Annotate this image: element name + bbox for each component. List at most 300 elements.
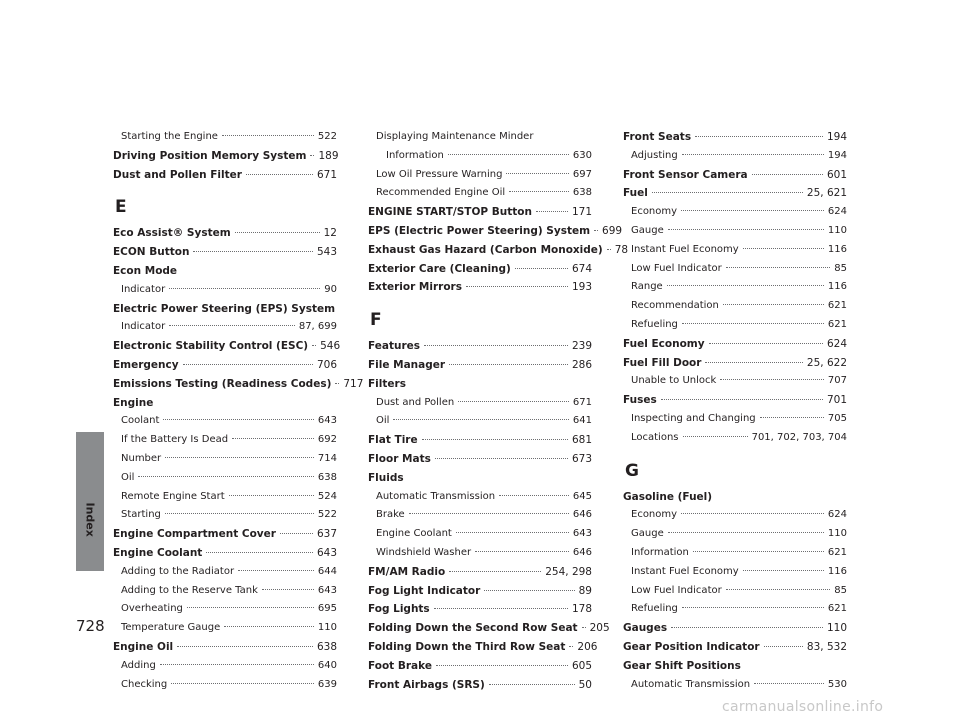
dot-leader [752, 174, 823, 175]
dot-leader [310, 155, 314, 156]
entry-title: Economy [631, 206, 678, 218]
entry-title: Front Seats [623, 131, 692, 143]
page-reference[interactable]: 286 [571, 358, 592, 371]
index-subentry[interactable] [113, 450, 337, 469]
dot-leader [458, 401, 569, 402]
dot-leader [238, 570, 314, 571]
page-reference[interactable]: 717 [343, 377, 364, 390]
index-subentry[interactable] [113, 431, 337, 450]
page-reference[interactable]: 640 [317, 659, 337, 671]
page-reference[interactable]: 701, 702, 703, 704 [751, 431, 847, 443]
page-reference[interactable]: 643 [317, 584, 337, 596]
page-reference[interactable]: 638 [316, 640, 337, 653]
entry-title: Front Sensor Camera [623, 168, 748, 181]
page-reference[interactable]: 90 [324, 283, 337, 295]
index-entry[interactable] [368, 638, 598, 657]
dot-leader [187, 607, 314, 608]
dot-leader [726, 589, 831, 590]
page-reference[interactable]: 621 [827, 603, 847, 615]
page-reference[interactable]: 706 [316, 358, 337, 371]
index-subentry[interactable] [623, 563, 847, 582]
entry-title: Low Oil Pressure Warning [376, 168, 503, 180]
dot-leader [764, 646, 803, 647]
index-entry[interactable] [368, 431, 592, 450]
entry-title: File Manager [368, 358, 446, 371]
index-letter-heading: G [625, 460, 639, 481]
entry-title: Gauge [631, 528, 664, 540]
entry-title: Fuses [623, 394, 657, 407]
entry-title: Gear Shift Positions [623, 659, 741, 672]
dot-leader [681, 210, 824, 211]
page-reference[interactable]: 705 [827, 412, 847, 424]
entry-title: Electronic Stability Control (ESC) [113, 340, 309, 353]
page-reference[interactable]: 546 [320, 340, 341, 353]
index-entry[interactable] [623, 166, 847, 185]
page-reference[interactable]: 601 [826, 168, 847, 181]
entry-title: Econ Mode [113, 264, 178, 277]
index-entry[interactable] [368, 260, 592, 279]
page-reference[interactable]: 50 [578, 678, 592, 691]
entry-title: Refueling [631, 318, 678, 330]
index-letter-heading: E [115, 197, 127, 218]
entry-title: Adjusting [631, 149, 678, 161]
dot-leader [743, 570, 824, 571]
index-subentry[interactable] [623, 372, 847, 391]
index-entry[interactable] [113, 243, 337, 262]
dot-leader [754, 683, 824, 684]
entry-title: Low Fuel Indicator [631, 262, 722, 274]
index-subentry[interactable] [368, 525, 592, 544]
page-reference[interactable]: 605 [571, 659, 592, 672]
entry-title: Floor Mats [368, 452, 431, 465]
entry-title: Number [121, 452, 162, 464]
index-subentry[interactable] [113, 657, 337, 676]
entry-title: If the Battery Is Dead [121, 434, 229, 446]
entry-title: Eco Assist® System [113, 227, 231, 240]
index-subentry[interactable] [623, 600, 847, 619]
page-reference[interactable]: 699 [602, 224, 623, 237]
page-reference[interactable]: 643 [572, 528, 592, 540]
entry-title: Inspecting and Changing [631, 412, 756, 424]
index-subentry[interactable] [368, 147, 592, 166]
dot-leader [489, 684, 575, 685]
page-reference[interactable]: 701 [826, 394, 847, 407]
index-entry[interactable] [113, 525, 337, 544]
entry-title: Folding Down the Third Row Seat [368, 640, 566, 653]
page-reference[interactable]: 205 [589, 622, 610, 635]
entry-title: Information [386, 149, 444, 161]
index-subentry[interactable] [113, 412, 337, 431]
dot-leader [177, 646, 313, 647]
entry-title: Fuel [623, 187, 648, 200]
index-entry[interactable] [368, 222, 623, 241]
entry-title: Exterior Care (Cleaning) [368, 262, 511, 275]
entry-title: Adding to the Radiator [121, 565, 235, 577]
dot-leader [171, 683, 314, 684]
index-entry [113, 394, 337, 413]
index-entry[interactable] [368, 278, 592, 297]
index-entry[interactable] [113, 337, 341, 356]
index-subentry[interactable] [368, 488, 592, 507]
dot-leader [422, 439, 568, 440]
dot-leader [760, 417, 824, 418]
dot-leader [681, 513, 824, 514]
index-entry [368, 375, 592, 394]
index-subentry[interactable] [623, 203, 847, 222]
dot-leader [671, 627, 823, 628]
page-reference[interactable]: 637 [316, 528, 337, 541]
page-reference[interactable]: 110 [317, 622, 337, 634]
page-reference[interactable]: 621 [827, 318, 847, 330]
dot-leader [661, 399, 823, 400]
entry-title: Foot Brake [368, 659, 432, 672]
page-reference[interactable]: 543 [316, 246, 337, 259]
page-reference[interactable]: 638 [317, 471, 337, 483]
index-entry[interactable] [623, 391, 847, 410]
dot-leader [720, 379, 824, 380]
dot-leader [484, 590, 574, 591]
page-reference[interactable]: 87, 699 [298, 321, 337, 333]
index-side-tab [76, 0, 104, 571]
index-subentry[interactable] [113, 563, 337, 582]
index-entry[interactable] [113, 147, 337, 166]
page-reference[interactable]: 673 [571, 452, 592, 465]
index-entry[interactable] [368, 619, 610, 638]
index-subentry[interactable] [368, 506, 592, 525]
index-entry[interactable] [368, 582, 592, 601]
entry-title: Flat Tire [368, 434, 418, 447]
page-reference[interactable]: 110 [826, 622, 847, 635]
entry-title: Automatic Transmission [631, 678, 751, 690]
entry-title: Displaying Maintenance Minder [376, 131, 534, 142]
page-reference[interactable]: 621 [827, 546, 847, 558]
index-subentry[interactable] [623, 676, 847, 695]
entry-title: Range [631, 281, 663, 293]
index-subentry[interactable] [113, 619, 337, 638]
index-entry[interactable] [113, 544, 337, 563]
page-reference[interactable]: 638 [572, 187, 592, 199]
entry-title: Indicator [121, 321, 166, 333]
index-entry [623, 657, 847, 676]
page-reference[interactable]: 641 [572, 415, 592, 427]
page-reference[interactable]: 630 [572, 149, 592, 161]
index-entry[interactable] [113, 638, 337, 657]
page-reference[interactable]: 194 [827, 149, 847, 161]
dot-leader [424, 345, 568, 346]
entry-title: Engine Coolant [113, 546, 203, 559]
page-reference[interactable]: 12 [323, 227, 337, 240]
dot-leader [705, 362, 802, 363]
index-subentry[interactable] [368, 166, 592, 185]
index-entry [623, 488, 847, 507]
index-entry[interactable] [113, 224, 337, 243]
dot-leader [652, 192, 803, 193]
entry-title: Dust and Pollen Filter [113, 168, 242, 181]
index-subentry[interactable] [623, 429, 847, 448]
dot-leader [667, 285, 824, 286]
page-reference[interactable]: 193 [571, 281, 592, 294]
index-subentry[interactable] [623, 260, 847, 279]
index-subentry[interactable] [623, 222, 847, 241]
dot-leader [515, 268, 568, 269]
index-subentry[interactable] [623, 241, 847, 260]
dot-leader [434, 608, 568, 609]
index-entry [368, 469, 592, 488]
page-reference[interactable]: 83, 532 [806, 640, 847, 653]
entry-title: Filters [368, 377, 406, 390]
index-entry[interactable] [623, 638, 847, 657]
index-entry[interactable] [368, 356, 592, 375]
page-reference[interactable]: 643 [317, 415, 337, 427]
dot-leader [335, 383, 339, 384]
index-subentry[interactable] [623, 582, 847, 601]
page-number: 728 [76, 617, 105, 635]
entry-title: Instant Fuel Economy [631, 565, 739, 577]
index-subentry[interactable] [368, 544, 592, 563]
dot-leader [709, 343, 823, 344]
dot-leader [536, 211, 568, 212]
page-reference[interactable]: 110 [827, 224, 847, 236]
page-reference[interactable]: 116 [827, 243, 847, 255]
index-subentry[interactable] [113, 506, 337, 525]
entry-title: Instant Fuel Economy [631, 243, 739, 255]
entry-title: Exterior Mirrors [368, 281, 462, 294]
page-reference[interactable]: 674 [571, 262, 592, 275]
index-tab-marker [76, 432, 104, 571]
index-entry[interactable] [368, 241, 629, 260]
page-reference[interactable]: 206 [577, 640, 598, 653]
dot-leader [449, 571, 541, 572]
entry-title: Engine Oil [113, 640, 174, 653]
index-subentry[interactable] [113, 582, 337, 601]
entry-title: Economy [631, 509, 678, 521]
index-entry[interactable] [368, 563, 592, 582]
index-entry[interactable] [113, 166, 337, 185]
dot-leader [682, 607, 824, 608]
page-reference[interactable]: 671 [572, 396, 592, 408]
index-entry[interactable] [623, 128, 847, 147]
entry-title: Folding Down the Second Row Seat [368, 622, 578, 635]
page-reference[interactable]: 25, 621 [806, 187, 847, 200]
index-column-3 [623, 128, 847, 694]
entry-title: Temperature Gauge [121, 622, 221, 634]
dot-leader [582, 627, 586, 628]
entry-title: Information [631, 546, 689, 558]
index-subentry[interactable] [368, 184, 592, 203]
page-reference[interactable]: 644 [317, 565, 337, 577]
dot-leader [569, 646, 573, 647]
entry-title: Emissions Testing (Readiness Codes) [113, 377, 332, 390]
index-subentry[interactable] [113, 600, 337, 619]
entry-title: Refueling [631, 603, 678, 615]
index-subentry[interactable] [113, 281, 337, 300]
page-reference[interactable]: 171 [571, 206, 592, 219]
page-reference[interactable]: 530 [827, 678, 847, 690]
page-reference[interactable]: 189 [318, 149, 339, 162]
page-reference[interactable]: 646 [572, 509, 592, 521]
index-subentry[interactable] [623, 278, 847, 297]
index-subentry[interactable] [623, 297, 847, 316]
index-entry[interactable] [368, 203, 592, 222]
entry-title: Fuel Economy [623, 337, 705, 350]
dot-leader [222, 135, 314, 136]
page-reference[interactable]: 254, 298 [545, 565, 592, 578]
dot-leader [169, 325, 295, 326]
index-subentry[interactable] [368, 394, 592, 413]
index-letter-heading: F [370, 310, 382, 331]
index-subentry[interactable] [623, 410, 847, 429]
index-subentry[interactable] [113, 676, 337, 695]
index-entry[interactable] [368, 337, 592, 356]
entry-title: Electric Power Steering (EPS) System [113, 302, 336, 315]
page-reference[interactable]: 624 [827, 509, 847, 521]
page-reference[interactable]: 194 [826, 131, 847, 143]
dot-leader [169, 288, 320, 289]
entry-title: Starting the Engine [121, 131, 218, 142]
index-entry[interactable] [368, 450, 592, 469]
page-reference[interactable]: 621 [827, 300, 847, 312]
page-reference[interactable]: 624 [826, 337, 847, 350]
page-reference[interactable]: 697 [572, 168, 592, 180]
dot-leader [409, 513, 569, 514]
entry-title: Remote Engine Start [121, 490, 225, 502]
page-reference[interactable]: 522 [317, 509, 337, 521]
page-reference[interactable]: 692 [317, 434, 337, 446]
dot-leader [466, 286, 568, 287]
page-reference[interactable]: 714 [317, 452, 337, 464]
dot-leader [193, 251, 313, 252]
index-subentry[interactable] [113, 469, 337, 488]
page-reference[interactable]: 524 [317, 490, 337, 502]
dot-leader [160, 664, 314, 665]
entry-title: Locations [631, 431, 679, 443]
page-reference[interactable]: 25, 622 [806, 356, 847, 369]
page-reference[interactable]: 646 [572, 546, 592, 558]
page-reference[interactable]: 707 [827, 375, 847, 387]
page-reference[interactable]: 85 [834, 262, 847, 274]
dot-leader [232, 438, 314, 439]
index-entry[interactable] [368, 657, 592, 676]
page-reference[interactable]: 116 [827, 281, 847, 293]
entry-title: Adding [121, 659, 156, 671]
dot-leader [693, 551, 824, 552]
entry-title: Fog Lights [368, 603, 430, 616]
dot-leader [165, 457, 314, 458]
dot-leader [393, 419, 568, 420]
page-reference[interactable]: 85 [834, 584, 847, 596]
index-entry[interactable] [113, 356, 337, 375]
entry-title: ENGINE START/STOP Button [368, 206, 532, 219]
page-reference[interactable]: 695 [317, 603, 337, 615]
index-subentry[interactable] [623, 525, 847, 544]
entry-title: Oil [376, 415, 390, 427]
dot-leader [448, 154, 569, 155]
index-entry[interactable] [113, 375, 364, 394]
index-subentry[interactable] [113, 318, 337, 337]
watermark: carmanualsonline.info [722, 699, 884, 715]
entry-title: Features [368, 340, 420, 353]
dot-leader [246, 174, 313, 175]
entry-title: Indicator [121, 283, 166, 295]
index-entry [113, 262, 337, 281]
index-subentry [368, 128, 592, 147]
entry-title: Recommendation [631, 300, 719, 312]
entry-title: Driving Position Memory System [113, 149, 307, 162]
index-entry[interactable] [623, 184, 847, 203]
dot-leader [138, 476, 313, 477]
index-entry[interactable] [623, 619, 847, 638]
index-subentry[interactable] [368, 412, 592, 431]
dot-leader [229, 495, 314, 496]
page-reference[interactable]: 645 [572, 490, 592, 502]
dot-leader [682, 154, 824, 155]
dot-leader [607, 249, 611, 250]
entry-title: Adding to the Reserve Tank [121, 584, 258, 596]
page-reference[interactable]: 639 [317, 678, 337, 690]
index-entry[interactable] [623, 354, 847, 373]
index-entry[interactable] [368, 600, 592, 619]
dot-leader [224, 626, 314, 627]
entry-title: Emergency [113, 358, 179, 371]
index-subentry[interactable] [623, 506, 847, 525]
entry-title: Oil [121, 471, 135, 483]
page-reference[interactable]: 239 [571, 340, 592, 353]
index-subentry[interactable] [623, 147, 847, 166]
page-reference[interactable]: 78 [614, 243, 629, 256]
entry-title: Automatic Transmission [376, 490, 496, 502]
page-reference[interactable]: 116 [827, 565, 847, 577]
index-tab-label: Index [83, 502, 97, 537]
index-entry [113, 300, 337, 319]
page-reference[interactable]: 110 [827, 528, 847, 540]
entry-title: Dust and Pollen [376, 396, 455, 408]
dot-leader [262, 589, 314, 590]
dot-leader [235, 232, 320, 233]
dot-leader [183, 364, 313, 365]
page-reference[interactable]: 624 [827, 206, 847, 218]
entry-title: Overheating [121, 603, 183, 615]
page-reference[interactable]: 178 [571, 603, 592, 616]
dot-leader [668, 532, 824, 533]
dot-leader [726, 267, 831, 268]
index-subentry[interactable] [623, 544, 847, 563]
entry-title: Gear Position Indicator [623, 640, 760, 653]
entry-title: Gasoline (Fuel) [623, 490, 713, 503]
index-entry[interactable] [368, 676, 592, 695]
page-reference[interactable]: 522 [317, 131, 337, 142]
dot-leader [506, 173, 568, 174]
entry-title: Coolant [121, 415, 160, 427]
dot-leader [683, 436, 748, 437]
entry-title: Low Fuel Indicator [631, 584, 722, 596]
index-subentry[interactable] [623, 316, 847, 335]
page-reference[interactable]: 643 [316, 546, 337, 559]
page-reference[interactable]: 681 [571, 434, 592, 447]
page-reference[interactable]: 89 [578, 584, 592, 597]
index-subentry[interactable] [113, 488, 337, 507]
entry-title: Fuel Fill Door [623, 356, 702, 369]
page-reference[interactable]: 671 [316, 168, 337, 181]
index-subentry[interactable] [113, 128, 337, 147]
dot-leader [436, 665, 568, 666]
dot-leader [723, 304, 824, 305]
dot-leader [682, 323, 824, 324]
entry-title: Engine Compartment Cover [113, 528, 276, 541]
entry-title: Windshield Washer [376, 546, 472, 558]
entry-title: Brake [376, 509, 405, 521]
dot-leader [509, 191, 569, 192]
index-entry[interactable] [623, 335, 847, 354]
